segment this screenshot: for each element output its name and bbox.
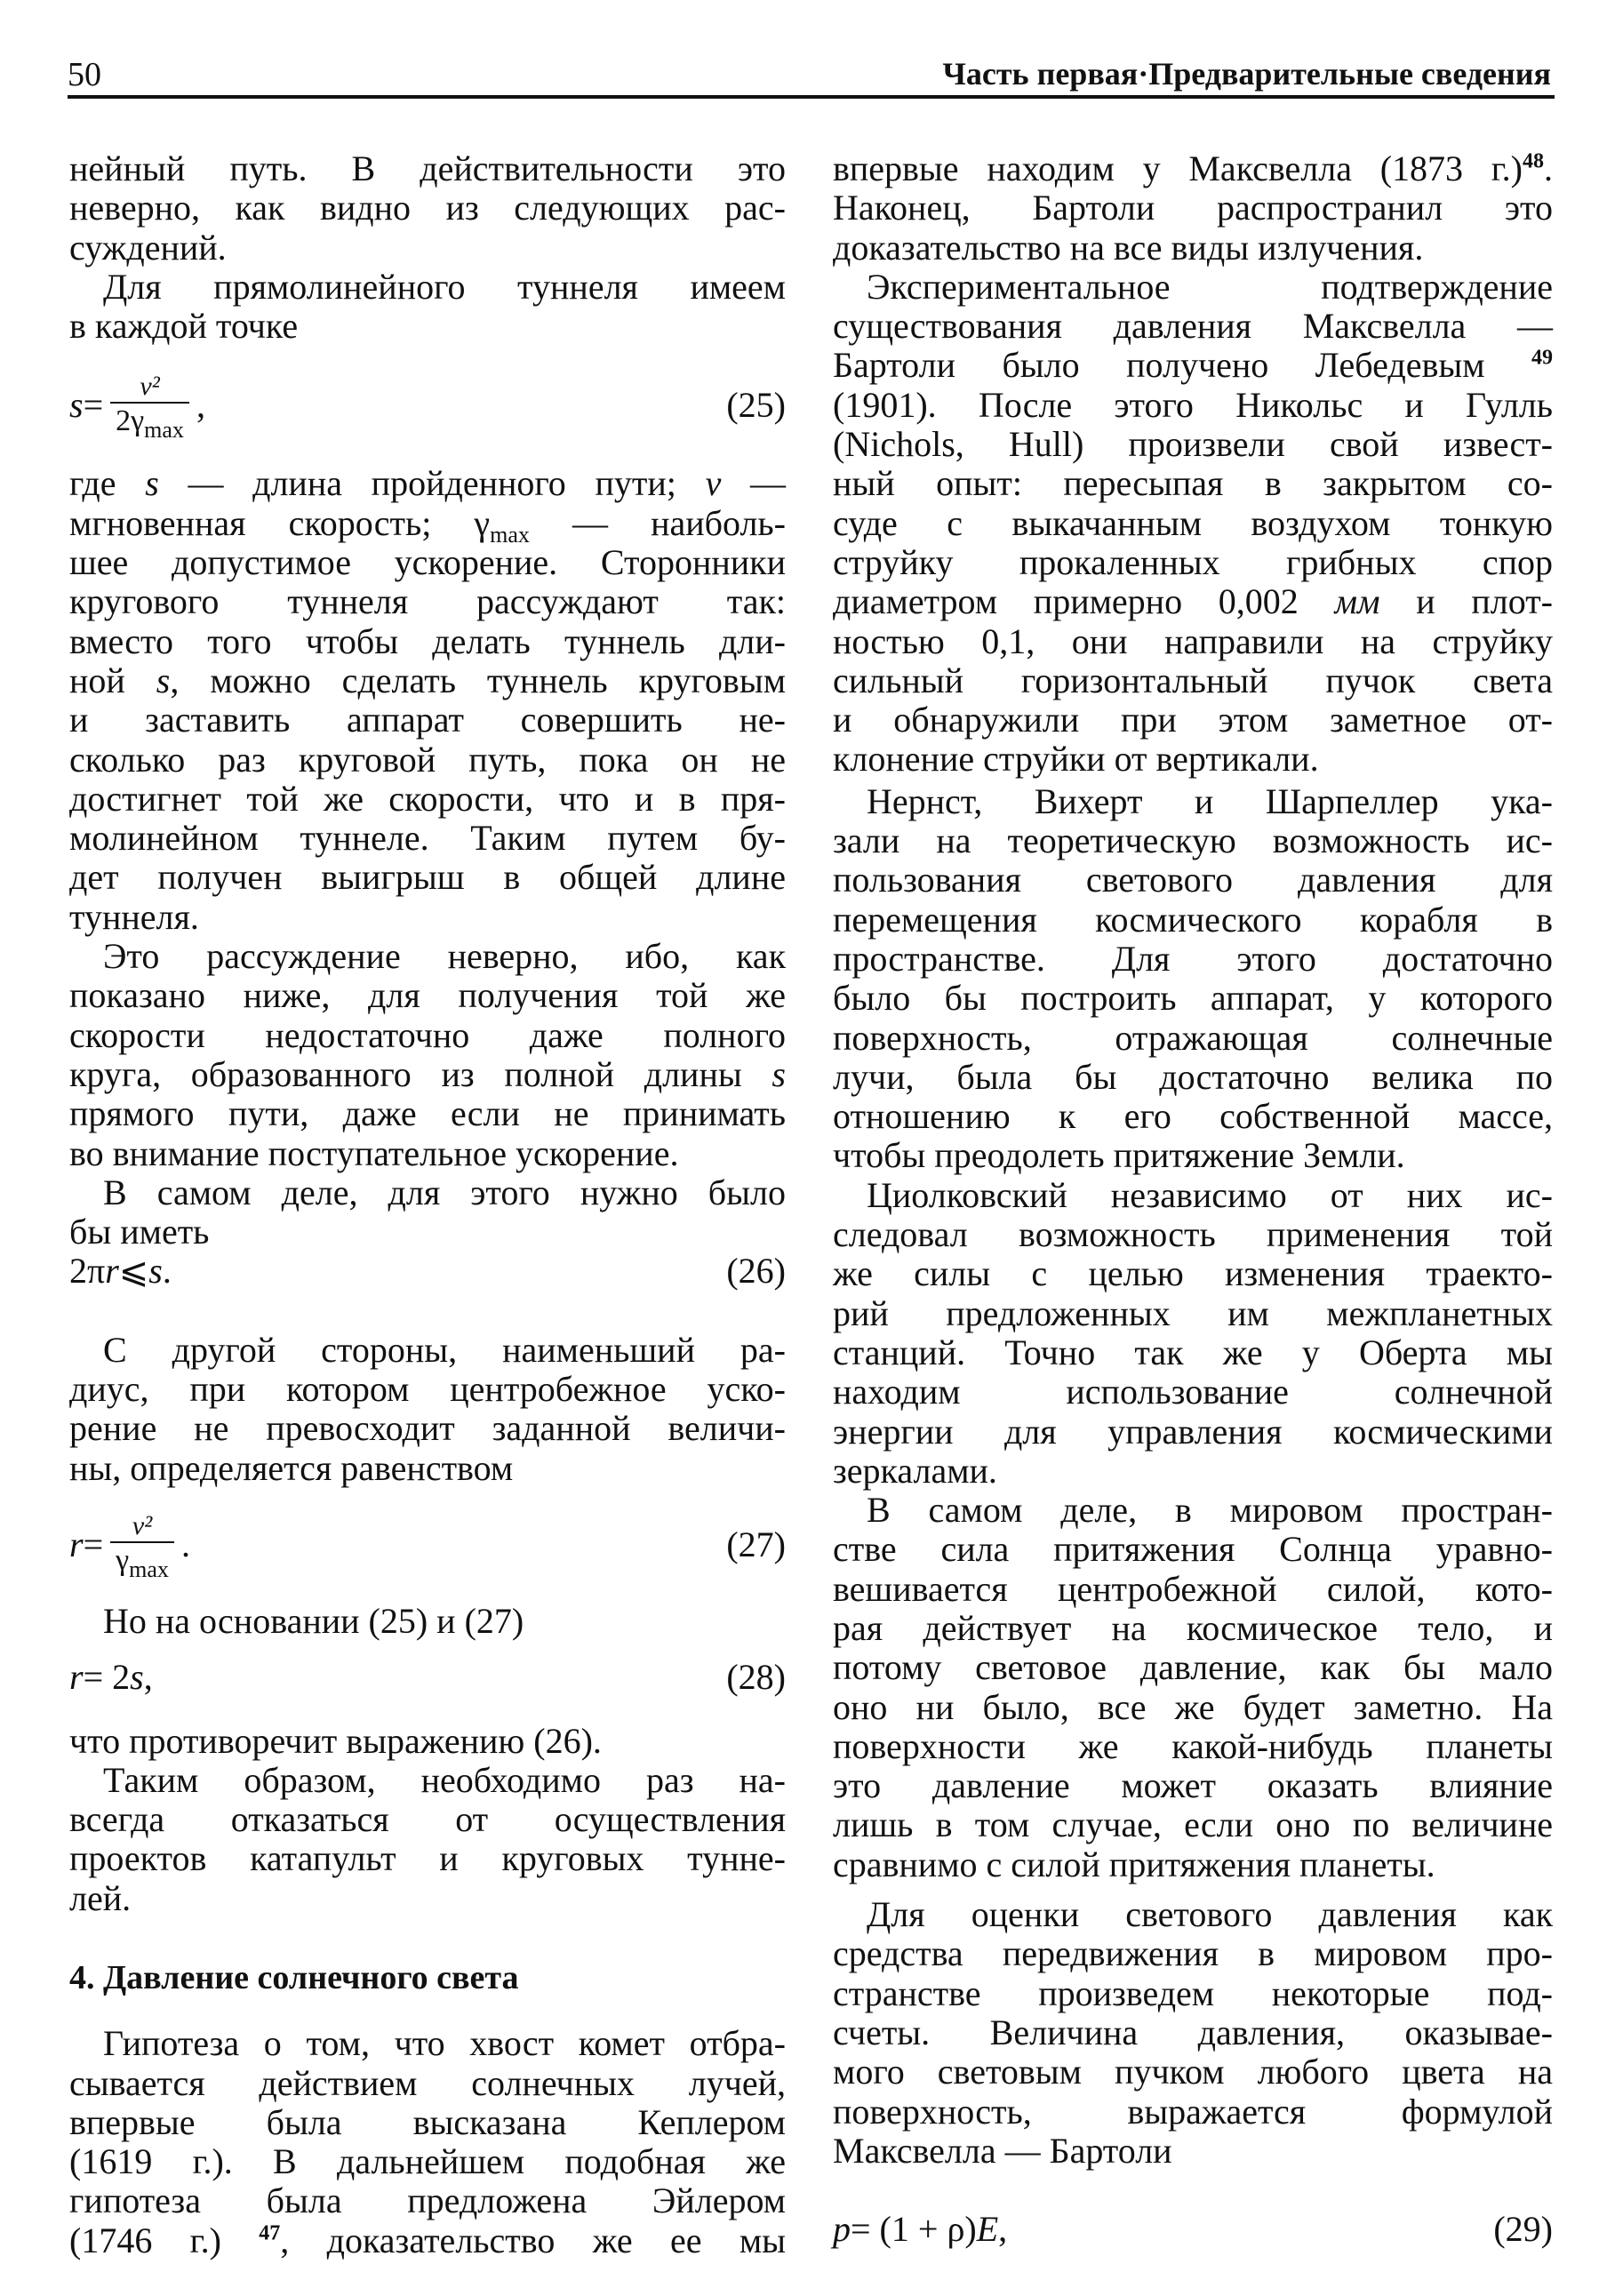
text-line (69, 1055, 786, 1094)
text-line: Нернст, Вихерт и Шарпеллер ука- (867, 780, 1553, 821)
math-var: s (145, 463, 159, 504)
text-line: зеркалами. (833, 1450, 997, 1491)
eq-part: = 2 (83, 1657, 131, 1698)
equation-27 (69, 1488, 786, 1602)
text-line: клонение струйки от вертикали. (833, 739, 1319, 780)
denominator (110, 1541, 174, 1582)
text-line: суждений. (69, 227, 227, 268)
text-line: чтобы преодолеть притяжение Земли. (833, 1135, 1405, 1176)
running-title: Часть первая·Предварительные сведения (942, 56, 1551, 92)
text-line: шее допустимое ускорение. Сторонники (69, 542, 786, 583)
numerator: v² (140, 371, 160, 401)
text-line: Это рассуждение неверно, ибо, как (103, 936, 786, 977)
text-line: ностью 0,1, они направили на струйку (833, 620, 1553, 661)
text-line: (Nichols, Hull) произвели свой извест- (833, 424, 1553, 465)
eq-lhs: r (69, 1524, 84, 1564)
eq-lhs: p (833, 2209, 851, 2250)
footnote-ref: 48 (1523, 149, 1544, 173)
text: мгновенная скорость; γ (69, 502, 491, 543)
fraction (110, 1510, 174, 1582)
text: где (69, 463, 146, 504)
text-line: бы иметь (69, 1212, 210, 1252)
text-line (833, 346, 1553, 385)
text-line: Для прямолинейного туннеля имеем (103, 266, 786, 307)
text-line: пользования светового давления для (833, 860, 1553, 900)
text: круга, образованного из полной длины (69, 1053, 772, 1094)
paragraph (833, 782, 1553, 1176)
text-line: Гипотеза о том, что хвост комет отбра- (103, 2023, 786, 2064)
text-line: сильный горизонтальный пучок света (833, 660, 1553, 700)
text-line: энергии для управления космическими (833, 1411, 1553, 1452)
text-line: суде с выкачанным воздухом тонкую (833, 502, 1553, 543)
math-var: s (130, 1657, 144, 1698)
den-main: 2γ (116, 404, 145, 437)
text-line: прямого пути, даже если не принимать (69, 1093, 786, 1134)
text-line: поверхность, выражается формулой (833, 2091, 1553, 2132)
text: , доказательство же ее мы (280, 2220, 786, 2260)
paragraph (69, 1331, 786, 1488)
text-line: находим использование солнечной (833, 1372, 1553, 1412)
eq-tail: , (998, 2209, 1008, 2250)
text-line: и заставить аппарат совершить не- (69, 700, 786, 740)
text-line: Но на основании (25) и (27) (103, 1600, 524, 1641)
paragraph (69, 937, 786, 1173)
text-line: неверно, как видно из следующих рас- (69, 188, 786, 228)
eq-lhs: r (69, 1657, 84, 1698)
math-var: s (148, 1251, 163, 1292)
text-line: дет получен выигрыш в общей длине (69, 857, 786, 898)
text-line: счеты. Величина давления, оказывае- (833, 2012, 1553, 2052)
equation-26 (69, 1252, 786, 1291)
text-line: сывается действием солнечных лучей, (69, 2062, 786, 2103)
text-line: перемещения космического корабля в (833, 899, 1553, 940)
text-line: В самом деле, в мировом простран- (867, 1490, 1553, 1531)
paragraph (69, 464, 786, 937)
page-number: 50 (68, 56, 101, 93)
equation-29 (833, 2210, 1553, 2249)
text-line: (1901). После этого Никольс и Гулль (833, 384, 1553, 425)
text-line (833, 149, 1553, 188)
text-line: (1619 г.). В дальнейшем подобная же (69, 2141, 786, 2182)
text-line: вместо того чтобы делать туннель дли- (69, 620, 786, 661)
paragraph (69, 1761, 786, 1918)
equation-number: (25) (726, 384, 786, 425)
text-line: нейный путь. В действительности это (69, 148, 786, 188)
equation-number: (28) (726, 1657, 786, 1698)
numerator: v² (132, 1510, 153, 1540)
eq-part: = (1 + ρ) (851, 2209, 977, 2250)
text-line: вешивается центробежной силой, кото- (833, 1568, 1553, 1609)
subscript: max (490, 521, 530, 548)
text-line: лей. (69, 1877, 132, 1918)
text-line: оно ни было, все же будет заметно. На (833, 1686, 1553, 1727)
text-line: средства передвижения в мировом про- (833, 1933, 1553, 1974)
text: ной (69, 660, 156, 700)
header-rule (68, 95, 1555, 99)
text-line: всегда отказаться от осуществления (69, 1799, 786, 1840)
text-line: струйку прокаленных грибных спор (833, 541, 1553, 582)
fraction (110, 371, 189, 443)
eq-sign: = (83, 384, 104, 425)
text-line: диус, при котором центробежное уско- (69, 1369, 786, 1410)
section-heading: 4. Давление солнечного света (69, 1958, 519, 1996)
equation-number: (27) (726, 1524, 786, 1564)
paragraph (69, 2024, 786, 2260)
text-line: туннеля. (69, 896, 199, 937)
text-line: это давление может оказать влияние (833, 1765, 1553, 1806)
text: — наиболь- (529, 502, 786, 543)
paragraph (833, 268, 1553, 780)
den-sub: max (144, 416, 184, 443)
unit: мм (1334, 581, 1380, 622)
text-line: лишь в том случае, если оно по величине (833, 1804, 1553, 1845)
text-line: и обнаружили при этом заметное от- (833, 700, 1553, 740)
text-line: отношению к его собственной массе, (833, 1096, 1553, 1137)
text-line: сколько раз круговой путь, пока он не (69, 739, 786, 780)
text-line: в каждой точке (69, 306, 299, 347)
text-line: что противоречит выражению (26). (69, 1720, 602, 1761)
eq-part: . (162, 1251, 172, 1292)
paragraph (833, 1491, 1553, 1884)
text-line (69, 464, 786, 503)
text-line: сравнимо с силой притяжения планеты. (833, 1844, 1435, 1884)
text-line: во внимание поступательное ускорение. (69, 1132, 679, 1173)
text-line: существования давления Максвелла — (833, 306, 1553, 347)
math-var: r (105, 1251, 119, 1292)
text: Бартоли было получено Лебедевым (833, 345, 1531, 386)
text-line: же силы с целью изменения траекто- (833, 1253, 1553, 1294)
text-line: зали на теоретическую возможность ис- (833, 820, 1553, 861)
text: — длина пройденного пути; (158, 463, 706, 504)
text-line: пространстве. Для этого достаточно (833, 938, 1553, 979)
text: диаметром примерно 0,002 (833, 581, 1335, 622)
footnote-ref: 49 (1531, 347, 1553, 371)
math-var: E (976, 2209, 999, 2250)
text-line: мого световым пучком любого цвета на (833, 2052, 1553, 2092)
text-line (69, 661, 786, 700)
math-var: s (772, 1053, 786, 1094)
text-line: Таким образом, необходимо раз на- (103, 1759, 786, 1800)
paragraph (69, 149, 786, 268)
eq-sign: = (83, 1524, 104, 1564)
text-line: С другой стороны, наименьший ра- (103, 1329, 786, 1370)
eq-part: 2π (69, 1251, 106, 1292)
text-line: ный опыт: пересыпая в закрытом со- (833, 463, 1553, 504)
text-line: проектов катапульт и круговых тунне- (69, 1838, 786, 1879)
text-line: поверхности же какой-нибудь планеты (833, 1725, 1553, 1766)
text-line (69, 502, 786, 548)
text: . (1544, 148, 1553, 188)
text-line: молинейном туннеле. Таким путем бу- (69, 818, 786, 859)
text-line: было бы построить аппарат, у которого (833, 978, 1553, 1019)
text-line: Для оценки светового давления как (867, 1894, 1553, 1935)
text-line: рая действует на космическое тело, и (833, 1607, 1553, 1648)
text-line: рий предложенных им межпланетных (833, 1292, 1553, 1333)
left-column (69, 149, 786, 2260)
paragraph (69, 268, 786, 347)
text-line: странстве произведем некоторые под- (833, 1972, 1553, 2013)
text-line: рение не превосходит заданной величи- (69, 1408, 786, 1449)
paragraph (833, 1176, 1553, 1491)
text: впервые находим у Максвелла (1873 г.) (833, 148, 1523, 188)
text-line: показано ниже, для получения той же (69, 975, 786, 1016)
eq-tail: , (196, 384, 205, 425)
eq-tail: , (143, 1657, 153, 1698)
paragraph (833, 149, 1553, 268)
equation-number: (29) (1493, 2209, 1553, 2250)
text-line: лучи, была бы достаточно велика по (833, 1056, 1553, 1097)
text-line: кругового туннеля рассуждают так: (69, 581, 786, 622)
eq-lhs: s (69, 384, 84, 425)
math-var: s (156, 660, 171, 700)
den-sub: max (129, 1556, 169, 1582)
text-line: В самом деле, для этого нужно было (103, 1172, 786, 1212)
denominator (110, 402, 189, 443)
text-line: потому световое давление, как бы мало (833, 1647, 1553, 1688)
text-line: стве сила притяжения Солнца уравно- (833, 1529, 1553, 1570)
paragraph (833, 1895, 1553, 2171)
den-main: γ (116, 1543, 130, 1577)
text-line: Экспериментальное подтверждение (867, 266, 1553, 307)
eq-part: ⩽ (118, 1251, 149, 1292)
equation-28 (69, 1658, 786, 1697)
text-line: достигнет той же скорости, что и в пря- (69, 778, 786, 819)
text-line: гипотеза была предложена Эйлером (69, 2180, 786, 2221)
text: — (721, 463, 786, 504)
text-line: Максвелла — Бартоли (833, 2130, 1172, 2171)
text-line: поверхность, отражающая солнечные (833, 1017, 1553, 1058)
text: (1746 г.) (69, 2220, 260, 2260)
text-line: следовал возможность применения той (833, 1214, 1553, 1255)
text-line (69, 2221, 786, 2260)
text: , можно сделать туннель круговым (170, 660, 787, 700)
text-line: Наконец, Бартоли распространил это (833, 188, 1553, 228)
text-line: скорости недостаточно даже полного (69, 1014, 786, 1055)
text-line: станций. Точно так же у Оберта мы (833, 1332, 1553, 1372)
text: и плот- (1379, 581, 1553, 622)
math-var: v (705, 463, 722, 504)
text-line: доказательство на все виды излучения. (833, 227, 1424, 268)
equation-25 (69, 346, 786, 464)
eq-tail: . (180, 1524, 190, 1564)
text-line: впервые была высказана Кеплером (69, 2101, 786, 2142)
text-line: ны, определяется равенством (69, 1447, 514, 1488)
text-line: Циолковский независимо от них ис- (867, 1174, 1553, 1215)
text-line (833, 582, 1553, 621)
paragraph (69, 1173, 786, 1252)
right-column (833, 149, 1553, 2249)
footnote-ref: 47 (259, 2221, 281, 2245)
equation-number: (26) (726, 1251, 786, 1292)
